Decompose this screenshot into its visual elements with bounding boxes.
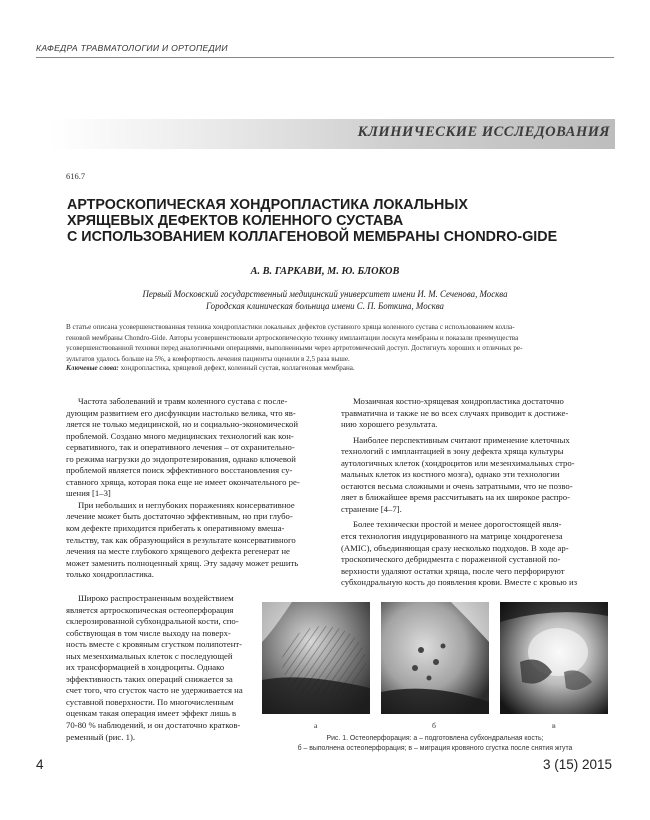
- body-line: дующим развитием его дисфункции настолько велика, что яв-: [66, 407, 296, 418]
- title-line: С ИСПОЛЬЗОВАНИЕМ КОЛЛАГЕНОВОЙ МЕМБРАНЫ CHONDRO-GIDE: [67, 229, 558, 245]
- body-line: При небольших и неглубоких поражениях консервативное: [78, 499, 295, 510]
- body-line: субхондральную кость до появления крови. Вместе с кровью из: [341, 577, 578, 588]
- body-line: ляет в ближайшее время рассчитывать на их широкое распро-: [341, 492, 571, 503]
- body-line: ставного хряща, которая пока еще не имеет окончательного ре-: [66, 476, 300, 487]
- body-line: ных мезенхимальных клеток с последующей: [66, 650, 233, 661]
- body-line: лечение может быть достаточно эффективным, но при глубо-: [66, 511, 293, 522]
- body-line: лечения на месте глубокого хрящевого дефекта регенерат не: [66, 546, 290, 557]
- abstract: [66, 322, 609, 364]
- body-line: проблемой. Создано много медицинских технологий как кон-: [66, 430, 294, 441]
- body-line: их трансформацией в хондроциты. Однако: [66, 662, 225, 673]
- body-line: нию хорошего результата.: [341, 419, 438, 430]
- body-line: Наиболее перспективным считают применение клеточных: [353, 434, 570, 445]
- issue-number: 3 (15) 2015: [542, 757, 612, 772]
- body-column-right: [341, 396, 605, 589]
- body-column-left-lower: [66, 593, 254, 743]
- abstract-line: геновой мембраны Chondro-Gide. Авторы усовершенствовали артроскопическую технику имплантации лоскута мембраны и показали преимущества: [66, 333, 519, 342]
- caption-line: б – выполнена остеоперфорация; в – миграция кровяного сгустка после снятия жгута: [297, 744, 573, 752]
- arthroscopy-photo-a: [262, 602, 370, 714]
- body-line: Частота заболеваний и травм коленного сустава с после-: [78, 396, 288, 406]
- body-line: может заменить полноценный хрящ. Эту задачу может решить: [66, 557, 299, 568]
- caption-line: Рис. 1. Остеоперфорация: а – подготовлена субхондральная кость;: [326, 735, 544, 742]
- figure-label: а: [314, 721, 318, 730]
- keywords-text: хондропластика, хрящевой дефект, коленный сустав, коллагеновая мембрана.: [118, 364, 355, 372]
- udc-code: 616.7: [66, 171, 86, 181]
- body-line: травматична и также не во всех случаях приводит к достиже-: [341, 407, 569, 418]
- body-line: ком дефекте приходится прибегать к оперативному вмеша-: [66, 523, 285, 534]
- body-line: эффективность таких операций снижается за: [66, 673, 233, 684]
- body-line: тельству, так как образующийся в результате консервативного: [66, 534, 296, 545]
- body-line: аутологичных клеток (хондроцитов или мезенхимальных стро-: [341, 457, 575, 468]
- figure-1: [262, 602, 608, 730]
- body-line: странение [4–7].: [341, 503, 402, 514]
- body-line: ляется не только медицинской, но и социально-экономической: [66, 419, 299, 430]
- body-line: Широко распространенным воздействием: [78, 593, 234, 603]
- affiliation: Городская клиническая больница имени С. П. Боткина, Москва: [206, 301, 444, 311]
- arthroscopy-photo-c: [500, 602, 608, 714]
- keywords: [66, 364, 355, 372]
- title-line: ХРЯЩЕВЫХ ДЕФЕКТОВ КОЛЕННОГО СУСТАВА: [67, 213, 404, 229]
- body-line: 70-80 % наблюдений, и он достаточно кратков-: [66, 720, 241, 731]
- body-line: го режима нагрузки до эндопротезирования, однако ключевой: [66, 453, 296, 464]
- arthroscopy-photo-b: [381, 602, 489, 714]
- body-line: ременный (рис. 1).: [66, 731, 136, 742]
- body-line: остаются весьма сложными и очень затратными, что не позво-: [341, 480, 573, 491]
- header-rule: [36, 57, 614, 58]
- figure-label: в: [552, 721, 556, 730]
- abstract-line: В статье описана усовершенствованная техника хондропластики локальных дефектов суставного хряща коленного сустава с использованием колла-: [66, 323, 515, 331]
- section-title: КЛИНИЧЕСКИЕ ИССЛЕДОВАНИЯ: [357, 124, 610, 140]
- body-line: собствующая в том числе выходу на поверх-: [66, 627, 231, 638]
- body-line: склерозированной субхондральной кости, спо-: [66, 616, 239, 627]
- body-line: шения [1–3]: [66, 488, 111, 499]
- running-head: КАФЕДРА ТРАВМАТОЛОГИИ И ОРТОПЕДИИ: [36, 43, 228, 53]
- body-line: (AMIC), объединяющая сразу несколько подходов. В ходе ар-: [341, 542, 569, 553]
- figure-caption: [262, 734, 608, 753]
- title-line: АРТРОСКОПИЧЕСКАЯ ХОНДРОПЛАСТИКА ЛОКАЛЬНЫХ: [67, 197, 468, 213]
- body-line: проблемой является поиск эффективного восстановления су-: [66, 465, 293, 476]
- body-line: суставной поверхности. По многочисленным: [66, 696, 234, 707]
- abstract-line: усовершенствованной техники перед аналогичными операциями, выполненными через артротомический доступ. Достигнуть хороших и отличных ре-: [66, 344, 523, 353]
- body-line: сервативного, так и оперативного лечения – от охранительно-: [66, 442, 295, 453]
- keywords-label: Ключевые слова:: [66, 364, 119, 372]
- figure-label: б: [432, 721, 436, 730]
- body-line: троскопического дебридмента с пораженной суставной по-: [341, 554, 561, 565]
- body-line: мальных клеток из костного мозга), однако эти технологии: [341, 469, 560, 480]
- affiliations: [0, 288, 650, 312]
- affiliation: Первый Московский государственный медицинский университет имени И. М. Сеченова, Москва: [142, 289, 508, 299]
- body-line: является артроскопическая остеоперфорация: [66, 604, 234, 615]
- body-line: Мозаичная костно-хрящевая хондропластика достаточно: [353, 396, 564, 406]
- body-line: ность вместе с кровяным сгустком полипотент-: [66, 639, 243, 650]
- body-line: оценкам такая операция имеет эффект лишь в: [66, 708, 237, 719]
- body-line: верхности удаляют остатки хряща, после чего перфорируют: [341, 565, 565, 576]
- body-line: технологий с имплантацией в зону дефекта хряща культуры: [341, 446, 564, 457]
- abstract-line: зультатов удалось больше на 5%, а комфортность лечения пациенты оценили в 2,5 раза выше.: [66, 354, 350, 363]
- page-number: 4: [36, 757, 44, 772]
- body-line: только хондропластика.: [66, 569, 154, 580]
- body-line: ется технология индуцированного на матрице хондрогенеза: [341, 531, 563, 542]
- article-title: [67, 197, 607, 245]
- authors: А. В. ГАРКАВИ, М. Ю. БЛОКОВ: [250, 266, 400, 277]
- body-line: Более технически простой и менее дорогостоящей явля-: [353, 519, 562, 530]
- body-line: счет того, что сгусток часто не удерживается на: [66, 685, 243, 696]
- body-column-left: [66, 396, 324, 581]
